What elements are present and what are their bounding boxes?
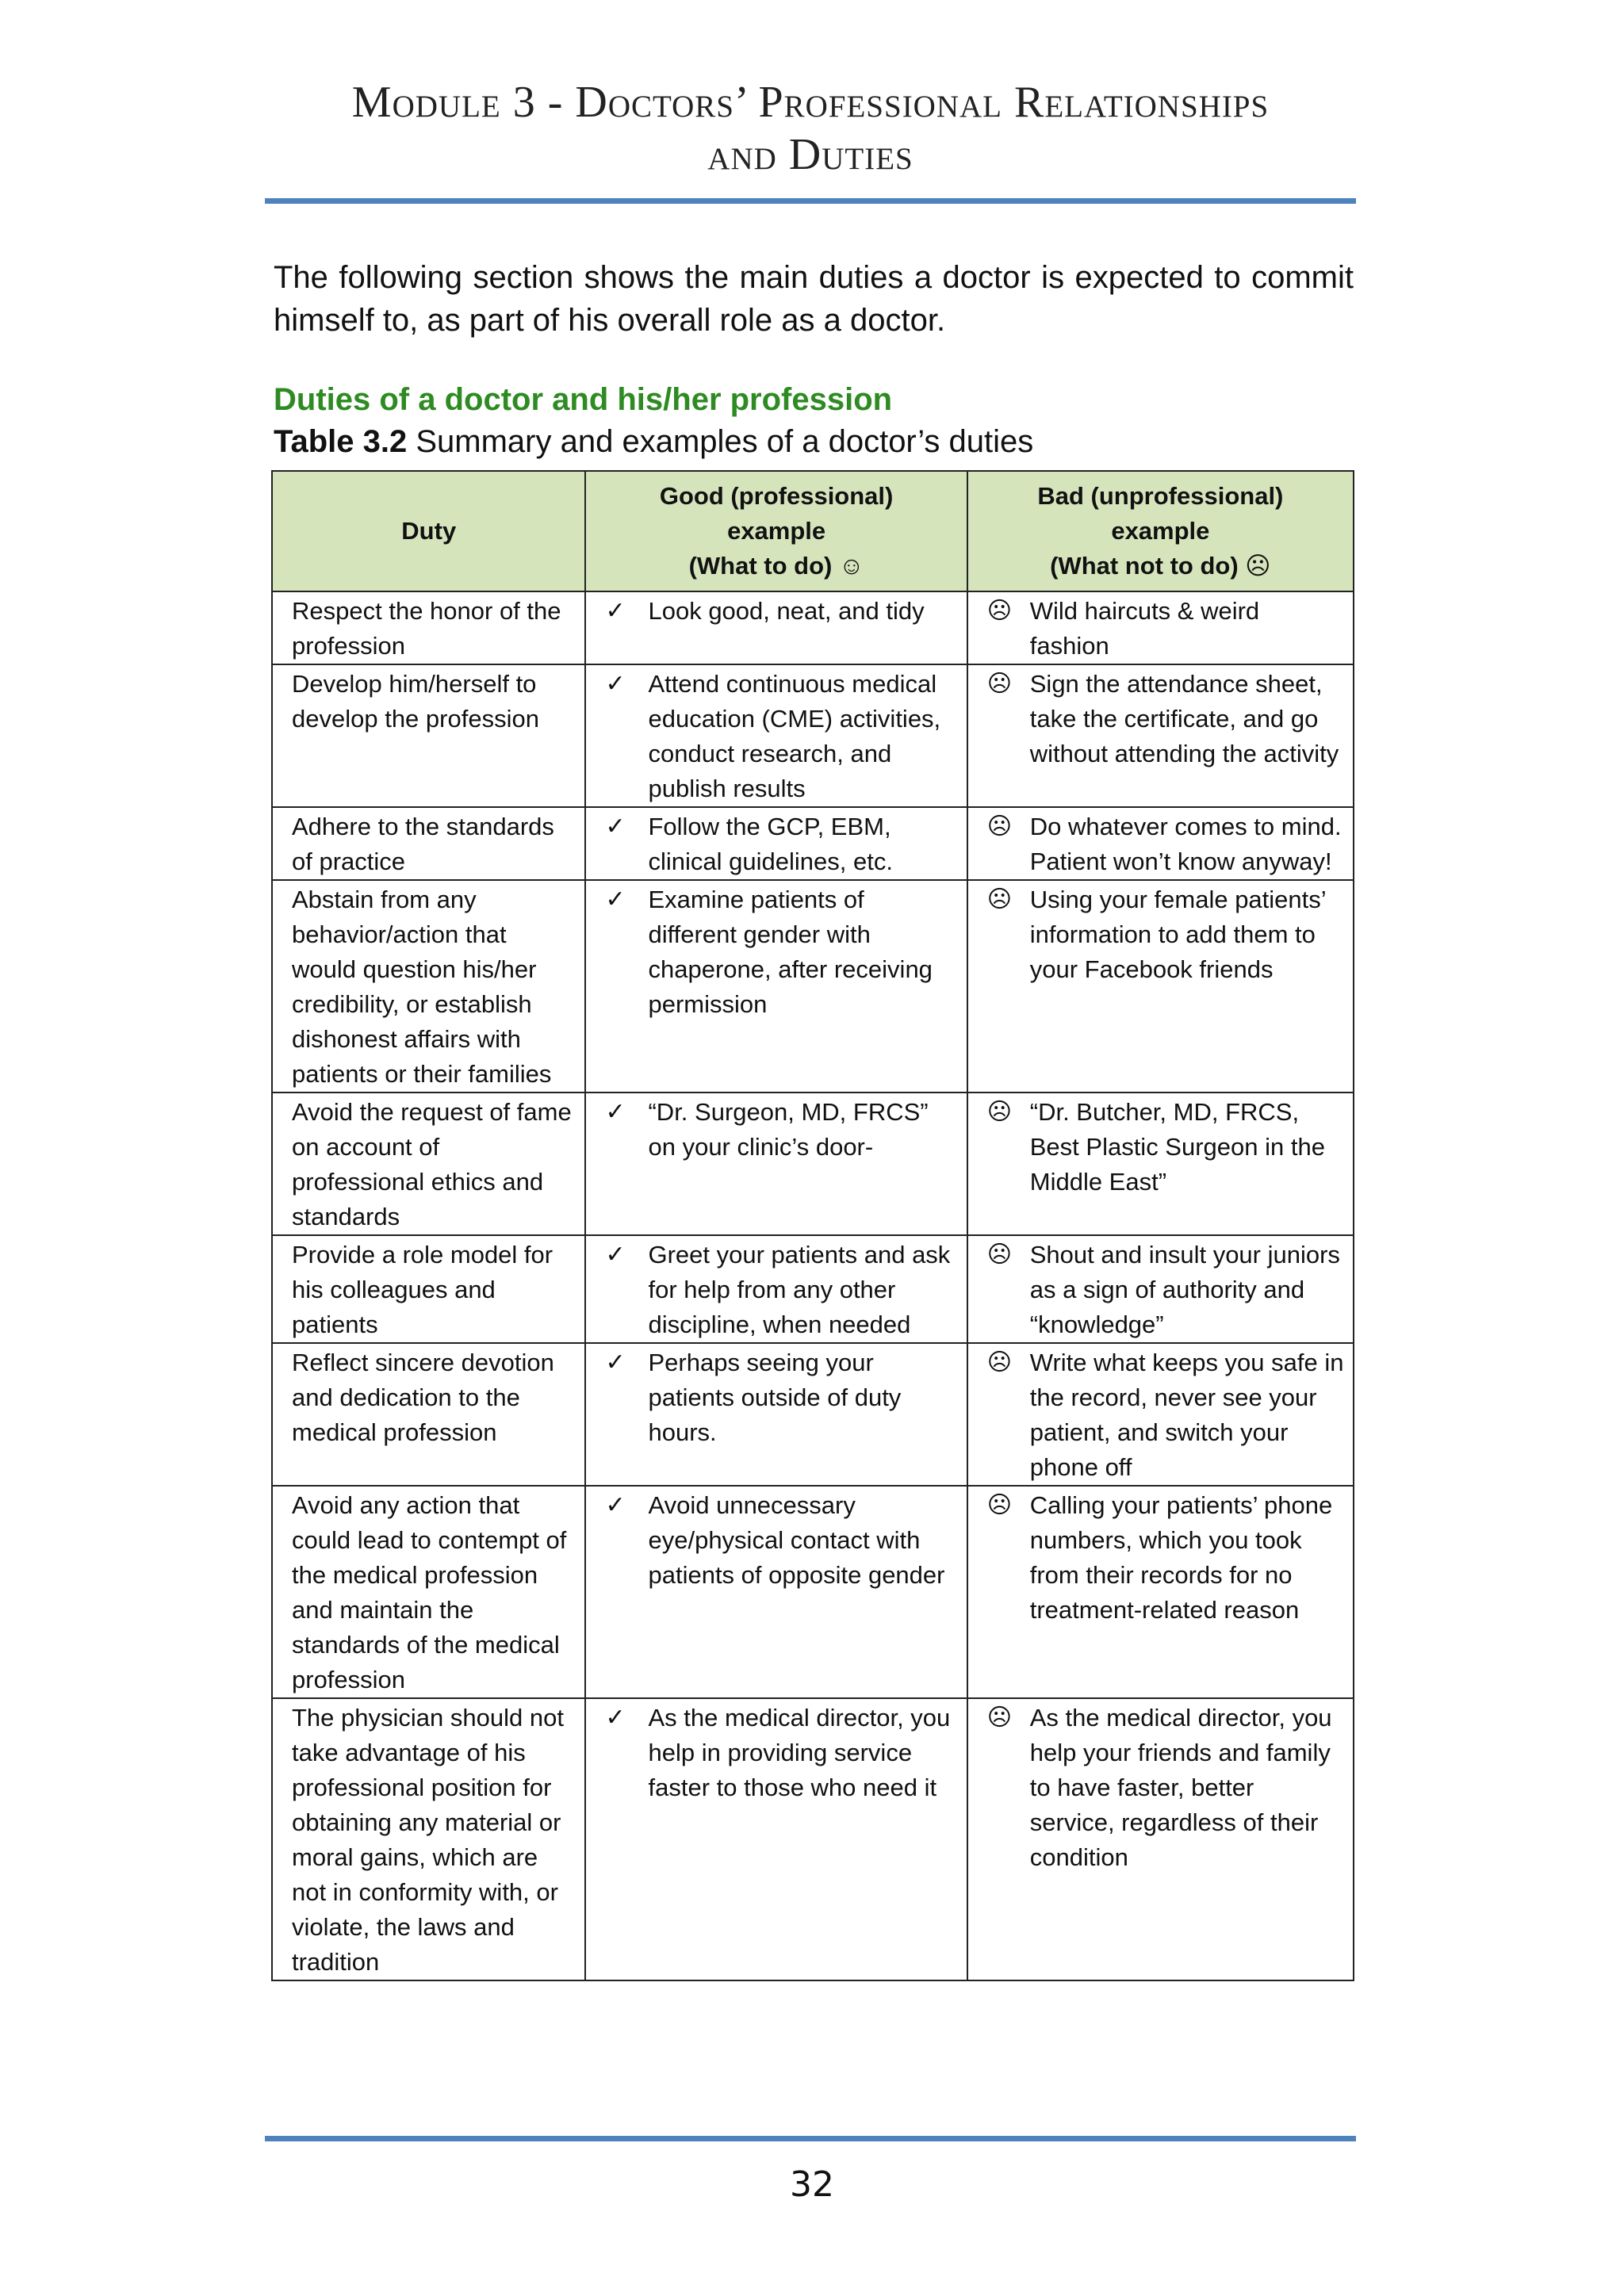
checkmark-icon: ✓ bbox=[605, 1349, 626, 1376]
header-bad-example bbox=[967, 471, 1354, 591]
frown-icon: ☹ bbox=[986, 1705, 1013, 1731]
duty-cell bbox=[272, 1093, 585, 1235]
bad-example-text: Do whatever comes to mind. Patient won’t know anyway! bbox=[1029, 813, 1342, 875]
header-good-line1: Good (professional) bbox=[659, 482, 894, 510]
bad-example-cell bbox=[967, 591, 1354, 664]
header-good-line3: (What to do) ☺ bbox=[688, 552, 864, 580]
good-example-text: Examine patients of different gender with chaperone, after receiving permission bbox=[648, 886, 933, 1018]
intro-paragraph: The following section shows the main duties a doctor is expected to commit himself to, as part of his overall role as a doctor. bbox=[274, 260, 1354, 338]
page-number: 32 bbox=[790, 2164, 834, 2205]
header-bad-line3: (What not to do) ☹ bbox=[1050, 552, 1271, 580]
bad-example-text: Using your female patients’ information to add them to your Facebook friends bbox=[1029, 886, 1326, 983]
duty-text: Reflect sincere devotion and dedication to the medical profession bbox=[292, 1349, 554, 1446]
duty-text: Develop him/herself to develop the profession bbox=[292, 670, 539, 733]
bad-example-cell bbox=[967, 880, 1354, 1093]
table-row bbox=[272, 591, 1354, 664]
duty-text: The physician should not take advantage of his professional position for obtaining any material or moral gains, which are not in conformity with, or violate, the laws and tradition bbox=[292, 1704, 564, 1976]
checkmark-icon: ✓ bbox=[605, 1492, 626, 1518]
duty-cell bbox=[272, 1698, 585, 1980]
header-duty-label: Duty bbox=[401, 517, 457, 545]
frown-icon: ☹ bbox=[986, 1099, 1013, 1125]
table-header-row bbox=[272, 471, 1354, 591]
bad-example-cell bbox=[967, 1093, 1354, 1235]
good-example-cell bbox=[585, 807, 967, 880]
header-title-line2: and Duties bbox=[707, 130, 914, 179]
bad-example-text: Write what keeps you safe in the record, never see your patient, and switch your phone off bbox=[1029, 1349, 1344, 1481]
bad-example-text: As the medical director, you help your friends and family to have faster, better service, regardless of their condition bbox=[1029, 1704, 1332, 1871]
table-row bbox=[272, 1698, 1354, 1980]
table-row bbox=[272, 807, 1354, 880]
duty-cell bbox=[272, 1486, 585, 1698]
checkmark-icon: ✓ bbox=[605, 1242, 626, 1268]
header-bad-line2: example bbox=[1111, 517, 1210, 545]
duty-text: Abstain from any behavior/action that would question his/her credibility, or establish dishonest affairs with patients or their families bbox=[292, 886, 552, 1088]
duty-cell bbox=[272, 1235, 585, 1343]
frown-icon: ☹ bbox=[986, 671, 1013, 697]
duties-table bbox=[271, 470, 1354, 1981]
good-example-text: Greet your patients and ask for help from any other discipline, when needed bbox=[648, 1241, 951, 1338]
frown-icon: ☹ bbox=[986, 1349, 1013, 1376]
bad-example-cell bbox=[967, 807, 1354, 880]
frown-icon: ☹ bbox=[986, 598, 1013, 624]
header-bad-line1: Bad (unprofessional) bbox=[1037, 482, 1284, 510]
table-row bbox=[272, 1093, 1354, 1235]
bad-example-text: Calling your patients’ phone numbers, which you took from their records for no treatment-related reason bbox=[1029, 1491, 1333, 1624]
good-example-text: “Dr. Surgeon, MD, FRCS” on your clinic’s door- bbox=[648, 1098, 929, 1161]
frown-icon: ☹ bbox=[986, 813, 1013, 840]
bad-example-text: Wild haircuts & weird fashion bbox=[1029, 597, 1260, 660]
good-example-cell bbox=[585, 664, 967, 807]
table-caption bbox=[274, 424, 1033, 460]
frown-icon: ☹ bbox=[986, 1492, 1013, 1518]
header-duty bbox=[272, 471, 585, 591]
bad-example-text: Sign the attendance sheet, take the certificate, and go without attending the activity bbox=[1029, 670, 1339, 767]
duty-cell bbox=[272, 664, 585, 807]
bad-example-cell bbox=[967, 1486, 1354, 1698]
duty-text: Avoid the request of fame on account of professional ethics and standards bbox=[292, 1098, 572, 1230]
table-row bbox=[272, 1343, 1354, 1486]
frown-icon: ☹ bbox=[986, 886, 1013, 913]
page-header-title bbox=[265, 76, 1356, 181]
duty-text: Respect the honor of the profession bbox=[292, 597, 561, 660]
checkmark-icon: ✓ bbox=[605, 813, 626, 840]
good-example-text: Follow the GCP, EBM, clinical guidelines, etc. bbox=[648, 813, 893, 875]
good-example-cell bbox=[585, 1486, 967, 1698]
good-example-text: Attend continuous medical education (CME) activities, conduct research, and publish results bbox=[648, 670, 941, 802]
duty-cell bbox=[272, 807, 585, 880]
bad-example-cell bbox=[967, 1343, 1354, 1486]
frown-icon: ☹ bbox=[986, 1242, 1013, 1268]
table-row bbox=[272, 880, 1354, 1093]
bad-example-text: “Dr. Butcher, MD, FRCS, Best Plastic Surgeon in the Middle East” bbox=[1029, 1098, 1325, 1196]
checkmark-icon: ✓ bbox=[605, 598, 626, 624]
duty-cell bbox=[272, 880, 585, 1093]
good-example-cell bbox=[585, 880, 967, 1093]
good-example-text: Avoid unnecessary eye/physical contact with patients of opposite gender bbox=[648, 1491, 945, 1589]
good-example-cell bbox=[585, 1093, 967, 1235]
good-example-cell bbox=[585, 1698, 967, 1980]
checkmark-icon: ✓ bbox=[605, 671, 626, 697]
table-caption-label: Table 3.2 bbox=[274, 424, 408, 459]
header-title-line1: Module 3 - Doctors’ Professional Relationships bbox=[351, 78, 1270, 127]
good-example-text: As the medical director, you help in providing service faster to those who need it bbox=[648, 1704, 951, 1801]
good-example-text: Perhaps seeing your patients outside of duty hours. bbox=[648, 1349, 902, 1446]
footer-divider bbox=[265, 2136, 1356, 2141]
section-title: Duties of a doctor and his/her profession bbox=[274, 382, 893, 417]
table-caption-text: Summary and examples of a doctor’s duties bbox=[407, 424, 1034, 459]
good-example-text: Look good, neat, and tidy bbox=[648, 597, 925, 625]
header-good-example bbox=[585, 471, 967, 591]
checkmark-icon: ✓ bbox=[605, 1705, 626, 1731]
duty-text: Adhere to the standards of practice bbox=[292, 813, 554, 875]
table-row bbox=[272, 664, 1354, 807]
checkmark-icon: ✓ bbox=[605, 1099, 626, 1125]
table-row bbox=[272, 1235, 1354, 1343]
duty-text: Provide a role model for his colleagues and patients bbox=[292, 1241, 553, 1338]
good-example-cell bbox=[585, 591, 967, 664]
duty-cell bbox=[272, 1343, 585, 1486]
header-divider bbox=[265, 198, 1356, 204]
checkmark-icon: ✓ bbox=[605, 886, 626, 913]
bad-example-cell bbox=[967, 1698, 1354, 1980]
good-example-cell bbox=[585, 1235, 967, 1343]
duty-text: Avoid any action that could lead to contempt of the medical profession and maintain the standards of the medical profession bbox=[292, 1491, 567, 1693]
bad-example-text: Shout and insult your juniors as a sign of authority and “knowledge” bbox=[1029, 1241, 1340, 1338]
bad-example-cell bbox=[967, 1235, 1354, 1343]
table-row bbox=[272, 1486, 1354, 1698]
good-example-cell bbox=[585, 1343, 967, 1486]
duty-cell bbox=[272, 591, 585, 664]
bad-example-cell bbox=[967, 664, 1354, 807]
header-good-line2: example bbox=[727, 517, 826, 545]
